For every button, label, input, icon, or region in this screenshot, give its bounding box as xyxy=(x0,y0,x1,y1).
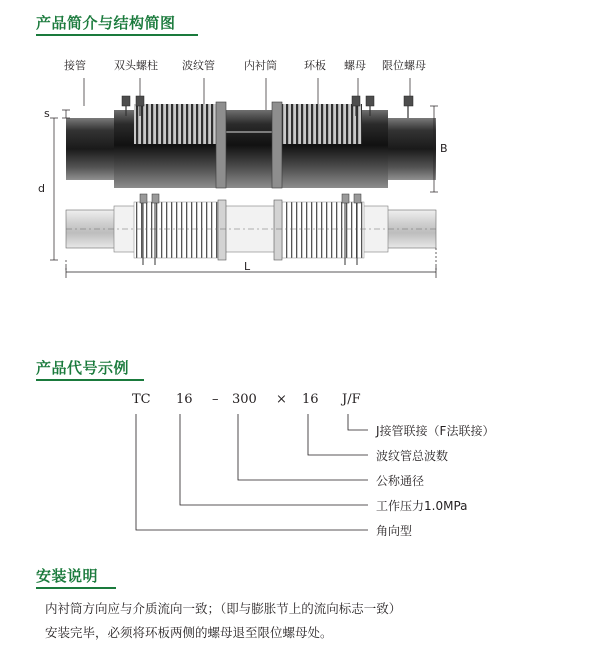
callout-label-ring-plate: 环板 xyxy=(304,59,326,72)
code-token-tc: TC xyxy=(132,392,151,407)
install-note-line-2: 安装完毕，必须将环板两侧的螺母退至限位螺母处。 xyxy=(45,625,333,641)
dimension-d: d xyxy=(38,182,45,195)
section-title-install: 安装说明 xyxy=(36,567,99,585)
pipe-right xyxy=(386,118,436,180)
structure-diagram-svg xyxy=(36,60,564,290)
code-desc-wave-count: 波纹管总波数 xyxy=(376,449,449,463)
callout-label-limit-nut: 限位螺母 xyxy=(382,59,426,72)
dimension-s: s xyxy=(44,107,50,120)
product-code-example xyxy=(36,392,564,547)
section-underline-structure xyxy=(36,34,198,36)
lower-ring-plate-left xyxy=(218,200,226,260)
install-notes xyxy=(45,600,565,648)
code-token-pressure: 16 xyxy=(176,392,193,407)
code-desc-nominal-diameter: 公称通径 xyxy=(376,474,425,488)
callout-label-double-end-stud: 双头螺柱 xyxy=(114,59,158,72)
callout-label-connecting-pipe: 接管 xyxy=(64,59,86,72)
ring-plate-right xyxy=(272,102,282,188)
dimension-b: B xyxy=(440,142,448,155)
code-token-diameter: 300 xyxy=(232,392,257,407)
section-title-code: 产品代号示例 xyxy=(36,359,130,377)
code-desc-connection: J接管联接（F法联接） xyxy=(376,424,495,438)
callout-label-nut: 螺母 xyxy=(344,59,366,72)
pipe-left xyxy=(66,118,116,180)
code-desc-working-pressure: 工作压力1.0MPa xyxy=(376,499,468,513)
code-token-connection: J/F xyxy=(342,392,361,407)
callout-label-inner-liner: 内衬筒 xyxy=(244,59,277,72)
section-title-structure: 产品简介与结构简图 xyxy=(36,14,176,32)
lower-ring-plate-right xyxy=(274,200,282,260)
install-note-line-1: 内衬筒方向应与介质流向一致；（即与膨胀节上的流向标志一致） xyxy=(45,601,402,616)
bellows-left xyxy=(134,104,216,144)
bellows-right xyxy=(280,104,362,144)
code-desc-type: 角向型 xyxy=(376,524,413,538)
code-leader-lines-svg xyxy=(36,392,564,547)
code-token-times: × xyxy=(276,392,287,407)
callout-label-bellows: 波纹管 xyxy=(182,59,215,72)
section-underline-install xyxy=(36,587,116,589)
structure-diagram xyxy=(36,60,564,290)
dimension-l: L xyxy=(244,260,251,273)
lower-bellows-left xyxy=(134,202,218,258)
code-token-dash: – xyxy=(212,392,219,407)
code-token-wave-count: 16 xyxy=(302,392,319,407)
lower-bellows-right xyxy=(280,202,364,258)
section-underline-code xyxy=(36,379,144,381)
ring-plate-left xyxy=(216,102,226,188)
